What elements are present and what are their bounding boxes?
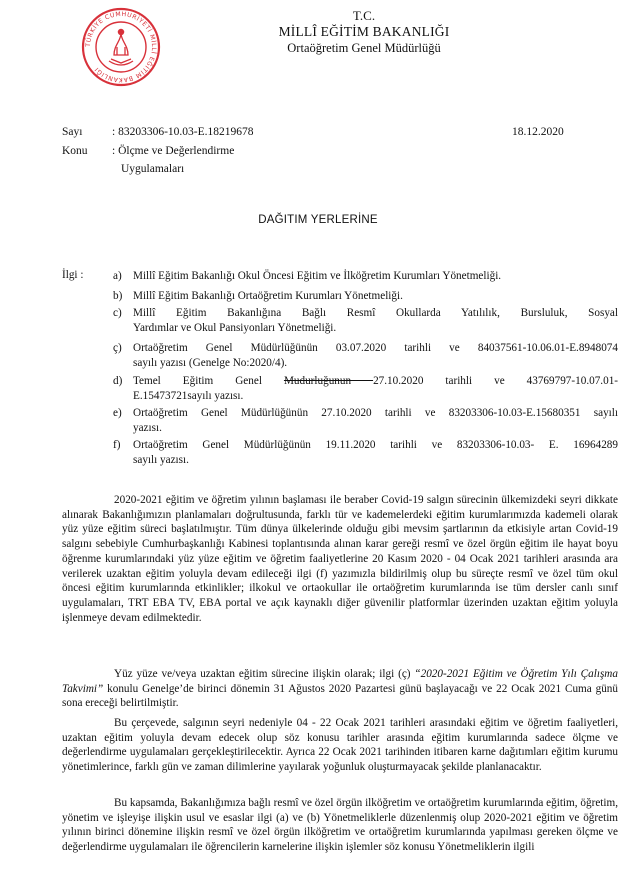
ministry-seal-icon (81, 7, 161, 87)
letterhead (234, 8, 494, 56)
letterhead-directorate: Ortaöğretim Genel Müdürlüğü (287, 41, 441, 55)
sayi-label: Sayı (62, 126, 83, 138)
konu-value: : Ölçme ve Değerlendirme (112, 145, 235, 157)
sayi-value: : 83203306-10.03-E.18219678 (112, 126, 254, 138)
reference-text-struck: Mudurluğunun (283, 375, 374, 387)
reference-text-part: 27.10.2020 tarihli ve 43769797-10.07.01- (373, 375, 619, 387)
reference-item (113, 438, 618, 467)
reference-text-continued: sayılı yazısı. (133, 453, 189, 466)
paragraph-text: Bu kapsamda, Bakanlığımıza bağlı resmî ve özel örgün ilköğretim ve ortaöğretim kurumlarında eğitim, öğretim, yönetim ve işleyişe ilişkin usul ve esaslar ilgi (a) ve (b) Yönetmeliklerle düzenlenmiş olup 2020-2021 eğitim ve öğretim yılının birinci dönemine ilişkin resmî ve özel örgün ilköğretim ve ortaöğretim kurumlarında yapılması gereken ölçme ve değerlendirme uygulamaları ile öğrencilerin karnelerine ilişkin işlemler söz konusu Yönetmeliklerin ilgili (62, 797, 618, 854)
reference-item (113, 406, 618, 435)
ilgi-label: İlgi : (62, 269, 84, 281)
reference-item (113, 374, 618, 403)
reference-text: Millî Eğitim Bakanlığına Bağlı Resmî Okullarda Yatılılık, Bursluluk, Sosyal (133, 307, 618, 319)
reference-item (113, 306, 618, 335)
document-title: DAĞITIM YERLERİNE (258, 214, 378, 226)
konu-label: Konu (62, 145, 88, 157)
reference-letter: c) (113, 307, 122, 319)
body-paragraph (62, 493, 618, 625)
paragraph-text: Yüz yüze ve/veya uzaktan eğitim sürecine ilişkin olarak; ilgi (ç) (114, 668, 415, 680)
konu-value-continued: Uygulamaları (121, 163, 185, 175)
reference-text (133, 374, 618, 389)
document-date: 18.12.2020 (512, 126, 564, 138)
reference-item (113, 341, 618, 370)
reference-letter: a) (113, 270, 122, 282)
reference-text-continued: sayılı yazısı (Genelge No:2020/4). (133, 356, 288, 369)
reference-text-continued: yazısı. (133, 421, 162, 434)
reference-text-continued: E.15473721sayılı yazısı. (133, 389, 244, 402)
body-paragraph (62, 716, 618, 775)
reference-letter: e) (113, 407, 122, 419)
reference-item (113, 269, 618, 284)
reference-text: Millî Eğitim Bakanlığı Okul Öncesi Eğitim ve İlköğretim Kurumları Yönetmeliği. (133, 270, 502, 282)
paragraph-quote: “2020-2021 Eğitim ve Öğretim Yılı Çalışma Takvimi” (62, 668, 618, 695)
reference-text: Ortaöğretim Genel Müdürlüğünün 03.07.2020 tarihli ve 84037561-10.06.01-E.8948074 (133, 342, 618, 354)
reference-item (113, 289, 618, 304)
letterhead-ministry: MİLLÎ EĞİTİM BAKANLIĞI (278, 24, 450, 39)
reference-text: Millî Eğitim Bakanlığı Ortaöğretim Kurumları Yönetmeliği. (133, 290, 403, 302)
reference-text: Ortaöğretim Genel Müdürlüğünün 27.10.2020 tarihli ve 83203306-10.03-E.15680351 sayılı (133, 407, 618, 419)
reference-letter: b) (113, 290, 123, 302)
seal-text: TÜRKİYE CUMHURİYETİ MİLLÎ EĞİTİM BAKANLIĞI (84, 10, 158, 84)
paragraph-text: Bu çerçevede, salgının seyri nedeniyle 04 - 22 Ocak 2021 tarihleri arasındaki eğitim ve öğretim faaliyetleri, uzaktan eğitim yoluyla devam edecek olup söz konusu tarihler arasında eğitim kurumlarında sadece ölçme ve değerlendirme uygulamaları gerçekleştirilecektir. Ayrıca 22 Ocak 2021 tarihinden itibaren karne dağıtımları eğitim kurumu yönetimlerince, farklı gün ve zaman dilimlerine yayılarak yoğunluk oluşturmayacak şekilde planlanacaktır. (62, 717, 618, 774)
reference-letter: f) (113, 439, 121, 451)
letterhead-country: T.C. (352, 8, 376, 23)
paragraph-text: 2020-2021 eğitim ve öğretim yılının başlaması ile beraber Covid-19 salgın sürecinin ülkemizdeki seyri dikkate alınarak Bakanlığımızın planlamaları doğrultusunda, farklı tür ve kademelerdeki eğitim kurumlarımızda kademeli olarak yüz yüze eğitim süreci başlatılmıştır. Tüm dünya ülkelerinde olduğu gibi mevsim şartlarının da etkisiyle artan Covid-19 salgını sebebiyle Cumhurbaşkanlığı Kabinesi toplantısında alınan karar gereği resmî ve özel örgün eğitim ile hayat boyu öğrenme kurumlarındaki yüz yüze eğitim ve öğretim faaliyetlerine 20 Kasım 2020 - 04 Ocak 2021 tarihleri arasında ara verilerek uzaktan eğitim yoluyla devam edileceği ilgi (f) yazımızla bildirilmiş olup bu süreçte resmî ve özel tüm okul öncesi eğitim kurumlarında etkinlikler; ilkokul ve ortaokullar ile ortaöğretim kurumlarında ise tüm dersler canlı sınıf uygulamaları, TRT EBA TV, EBA portal ve açık kaynaklı diğer güvenilir platformlar üzerinden uzaktan eğitim yoluyla işlenmeye devam edilmektedir. (62, 494, 618, 624)
body-paragraph (62, 796, 618, 855)
paragraph-text: konulu Genelge’de birinci dönemin 31 Ağustos 2020 Pazartesi günü başlayacağı ve 22 Ocak 2021 Cuma günü sona ereceği belirtilmiştir. (62, 682, 618, 710)
reference-letter: ç) (113, 342, 122, 354)
body-paragraph (62, 667, 618, 711)
reference-text: Ortaöğretim Genel Müdürlüğünün 19.11.2020 tarihli ve 83203306-10.03- E. 16964289 (133, 439, 618, 451)
reference-letter: d) (113, 375, 123, 387)
reference-text-continued: Yardımlar ve Okul Pansiyonları Yönetmeliği. (133, 321, 337, 334)
reference-text-part: Temel Eğitim Genel (133, 375, 284, 387)
